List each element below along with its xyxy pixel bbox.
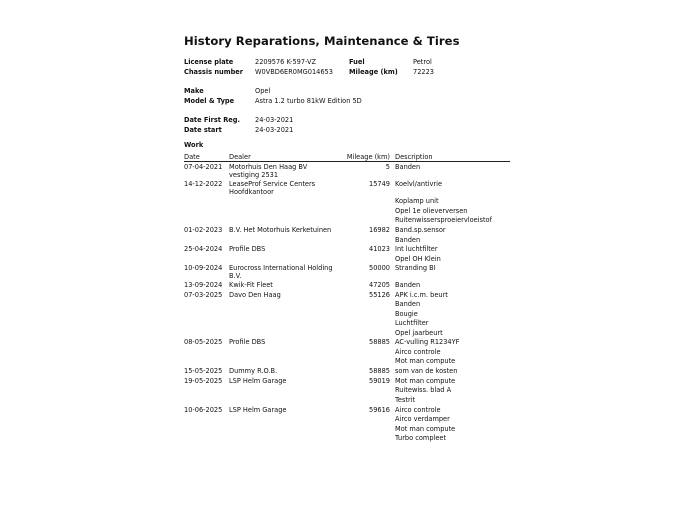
cell-description: Banden [395,281,421,289]
cell-dealer: Dummy R.O.B. [229,367,278,375]
cell-date: 10-09-2024 [184,264,223,272]
cell-dealer: Profile DBS [229,338,266,346]
cell-description: Banden [395,235,421,244]
cell-description: Luchtfilter [395,319,429,327]
table-row [0,207,685,217]
table-row [0,264,685,280]
table-row [0,226,685,236]
table-row [0,348,685,358]
table-row [0,163,685,179]
table-row [0,357,685,367]
cell-description: Ruitenwissersproeiervloeistof [395,216,492,224]
date-start-value: 24-03-2021 [255,126,294,134]
license-plate-label: License plate [184,58,234,66]
table-row [0,415,685,425]
cell-mileage: 55126 [369,290,390,299]
column-header-date: Date [184,153,200,161]
table-row [0,255,685,265]
table-row [0,377,685,387]
table-row [0,236,685,246]
make-value: Opel [255,87,271,95]
cell-dealer: LSP Helm Garage [229,405,287,414]
cell-dealer: Davo Den Haag [229,290,281,299]
table-row [0,197,685,207]
table-row [0,310,685,320]
cell-dealer: Profile DBS [229,245,266,253]
cell-description: APK i.c.m. beurt [395,290,448,299]
table-row [0,386,685,396]
cell-mileage: 58885 [369,367,390,375]
cell-mileage: 5 [385,163,390,171]
cell-date: 07-04-2021 [184,163,223,171]
cell-dealer: Motorhuis Den Haag BV vestiging 2531 [229,163,308,179]
cell-description: Testrit [395,395,416,404]
model-type-label: Model & Type [184,97,235,105]
mileage-value: 72223 [413,68,434,76]
cell-date: 15-05-2025 [184,367,223,375]
column-header-dealer: Dealer [229,153,251,161]
date-first-reg-value: 24-03-2021 [255,116,294,124]
cell-description: Int luchtfilter [395,245,438,253]
cell-date: 08-05-2025 [184,338,223,346]
cell-description: Banden [395,163,421,171]
table-row [0,216,685,226]
table-row [0,338,685,348]
chassis-number-value: W0VBD6ER0MG014653 [255,68,333,76]
cell-dealer: B.V. Het Motorhuis Kerketuinen [229,226,332,234]
cell-description: Airco controle [395,405,441,414]
cell-date: 14-12-2022 [184,180,223,188]
cell-description: Airco verdamper [395,415,450,423]
cell-mileage: 47205 [369,281,390,289]
cell-description: Opel OH Klein [395,254,441,263]
chassis-number-label: Chassis number [184,68,244,76]
table-row [0,367,685,377]
table-row [0,319,685,329]
cell-description: Mot man compute [395,357,456,365]
cell-description: Stranding BI [395,264,436,272]
cell-description: Mot man compute [395,376,456,385]
fuel-label: Fuel [349,58,365,66]
cell-description: Koelvl/antivrie [395,180,443,188]
cell-dealer: Kwik-Fit Fleet [229,281,273,289]
cell-description: Airco controle [395,347,441,356]
cell-description: Turbo compleet [395,434,447,442]
model-type-value: Astra 1.2 turbo 81kW Edition 5D [255,97,362,105]
cell-description: Band.sp.sensor [395,226,446,234]
cell-description: Bougie [395,309,418,318]
license-plate-value: 2209576 K-597-VZ [255,58,317,66]
date-start-label: Date start [184,126,222,134]
cell-description: Ruitewiss. blad A [395,386,452,394]
cell-dealer: LSP Helm Garage [229,376,287,385]
cell-mileage: 50000 [369,264,390,272]
cell-description: Opel jaarbeurt [395,328,443,337]
cell-mileage: 59616 [369,405,390,414]
cell-date: 19-05-2025 [184,376,223,385]
cell-mileage: 16982 [369,226,390,234]
table-row [0,281,685,291]
date-first-reg-label: Date First Reg. [184,116,241,124]
make-label: Make [184,87,204,95]
column-header-mileage: Mileage (km) [346,153,390,161]
table-row [0,329,685,339]
table-row [0,425,685,435]
table-row [0,291,685,301]
mileage-label: Mileage (km) [349,68,398,76]
fuel-value: Petrol [413,58,432,66]
table-row [0,180,685,196]
cell-date: 07-03-2025 [184,290,223,299]
column-header-description: Description [395,153,433,161]
cell-description: AC-vulling R1234YF [395,338,460,346]
cell-date: 25-04-2024 [184,245,223,253]
table-row [0,245,685,255]
cell-description: som van de kosten [395,367,458,375]
table-row [0,406,685,416]
cell-description: Banden [395,300,421,308]
cell-dealer: LeaseProf Service Centers Hoofdkantoor [229,180,316,196]
cell-mileage: 59019 [369,376,390,385]
cell-dealer: Eurocross International Holding B.V. [229,264,333,280]
table-row [0,396,685,406]
cell-description: Koplamp unit [395,197,439,205]
cell-mileage: 58885 [369,338,390,346]
cell-mileage: 15749 [369,180,390,188]
cell-description: Mot man compute [395,424,456,433]
table-row [0,300,685,310]
cell-date: 13-09-2024 [184,281,223,289]
cell-date: 01-02-2023 [184,226,223,234]
cell-date: 10-06-2025 [184,405,223,414]
page-title: History Reparations, Maintenance & Tires [184,34,460,48]
cell-mileage: 41023 [369,245,390,253]
cell-description: Opel 1e olieverversen [395,206,468,215]
work-heading: Work [184,141,204,149]
table-row [0,434,685,444]
